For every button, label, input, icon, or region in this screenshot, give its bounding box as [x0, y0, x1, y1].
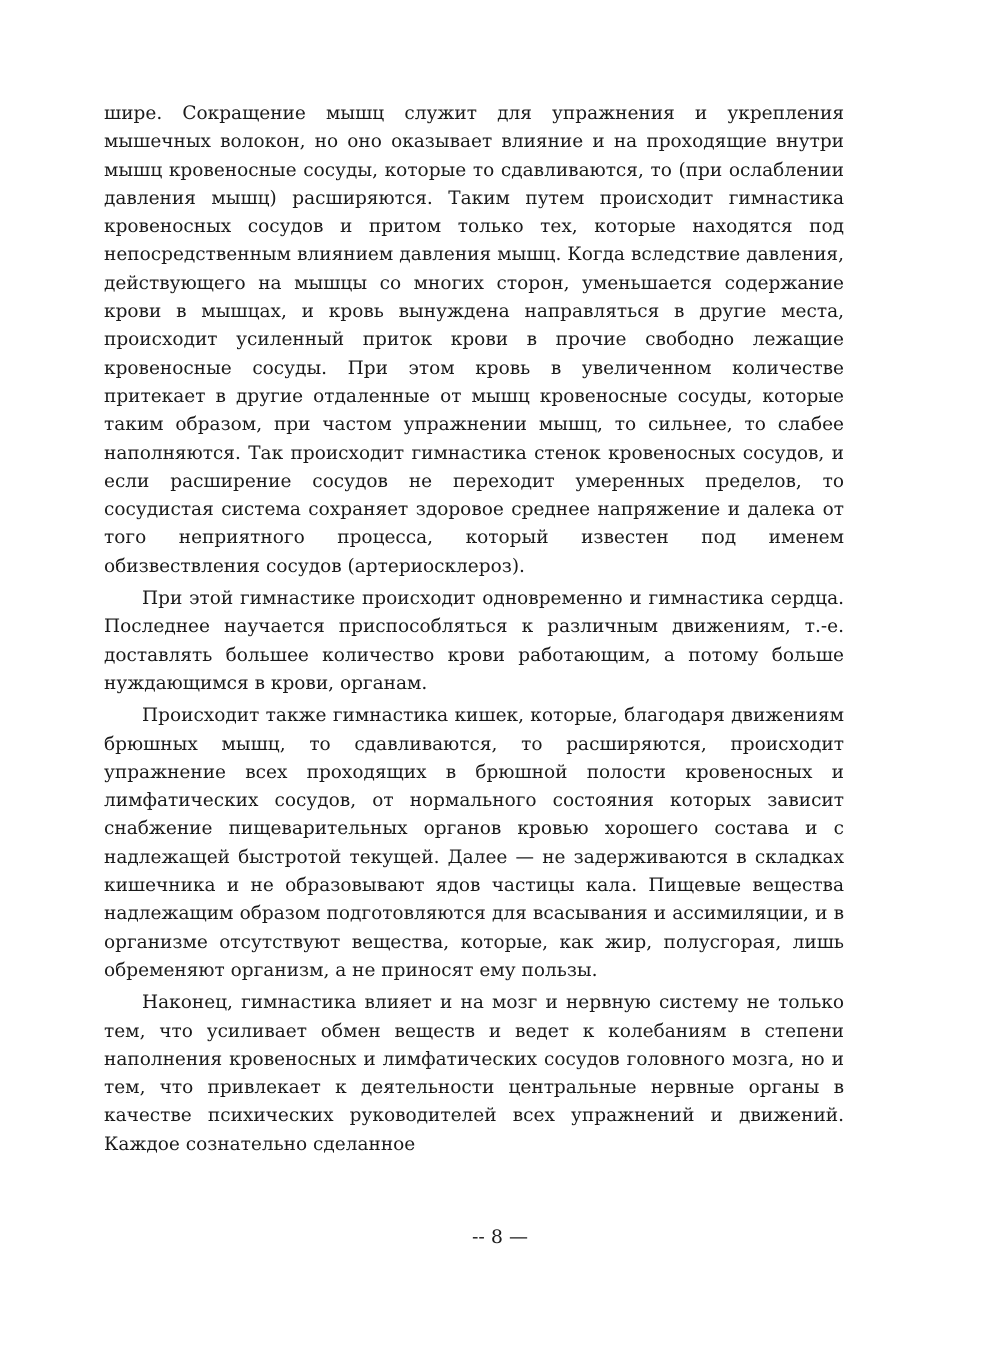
paragraph-3: Происходит также гимнастика кишек, которые, благодаря движениям брюшных мышц, то сдавливаются, то расширяются, происходит упражнение всех проходящих в брюшной полости кровеносных и лимфатических сосудов, от нормального состояния которых зависит снабжение пищеварительных органов кровью хорошего состава и с надлежащей быстротой текущей. Далее — не задерживаются в складках кишечника и не образовывают ядов частицы кала. Пищевые вещества надлежащим образом подготовляются для всасывания и ассимиляции, и в организме отсутствуют вещества, которые, как жир, полусгорая, лишь обременяют организм, а не приносят ему пользы. [104, 705, 844, 981]
paragraph-1: шире. Сокращение мышц служит для упражнения и укрепления мышечных волокон, но оно оказывает влияние и на проходящие внутри мышц кровеносные сосуды, которые то сдавливаются, то (при ослаблении давления мышц) расширяются. Таким путем происходит гимнастика кровеносных сосудов и притом только тех, которые находятся под непосредственным влиянием давления мышц. Когда вследствие давления, действующего на мышцы со многих сторон, уменьшается содержание крови в мышцах, и кровь вынуждена направляться в другие места, происходит усиленный приток крови в прочие свободно лежащие кровеносные сосуды. При этом кровь в увеличенном количестве притекает в другие отдаленные от мышц кровеносные сосуды, которые таким образом, при частом упражнении мышц, то сильнее, то слабее наполняются. Так происходит гимнастика стенок кровеносных сосудов, и если расширение сосудов не переходит умеренных пределов, то сосудистая система сохраняет здоровое среднее напряжение и далека от того неприятного процесса, который известен под именем обизвествления сосудов (артериосклероз). [104, 103, 844, 577]
paragraph-2: При этой гимнастике происходит одновременно и гимнастика сердца. Последнее научается приспособляться к различным движениям, т.-е. доставлять большее количество крови работающим, а потому больше нуждающимся в крови, органам. [104, 588, 844, 694]
page-number: -- 8 — [471, 1226, 528, 1248]
paragraph-4: Наконец, гимнастика влияет и на мозг и нервную систему не только тем, что усиливает обмен веществ и ведет к колебаниям в степени наполнения кровеносных и лимфатических сосудов головного мозга, но и тем, что привлекает к деятельности центральные нервные органы в качестве психических руководителей всех упражнений и движений. Каждое сознательно сделанное [104, 992, 844, 1155]
document-page [104, 100, 844, 1159]
